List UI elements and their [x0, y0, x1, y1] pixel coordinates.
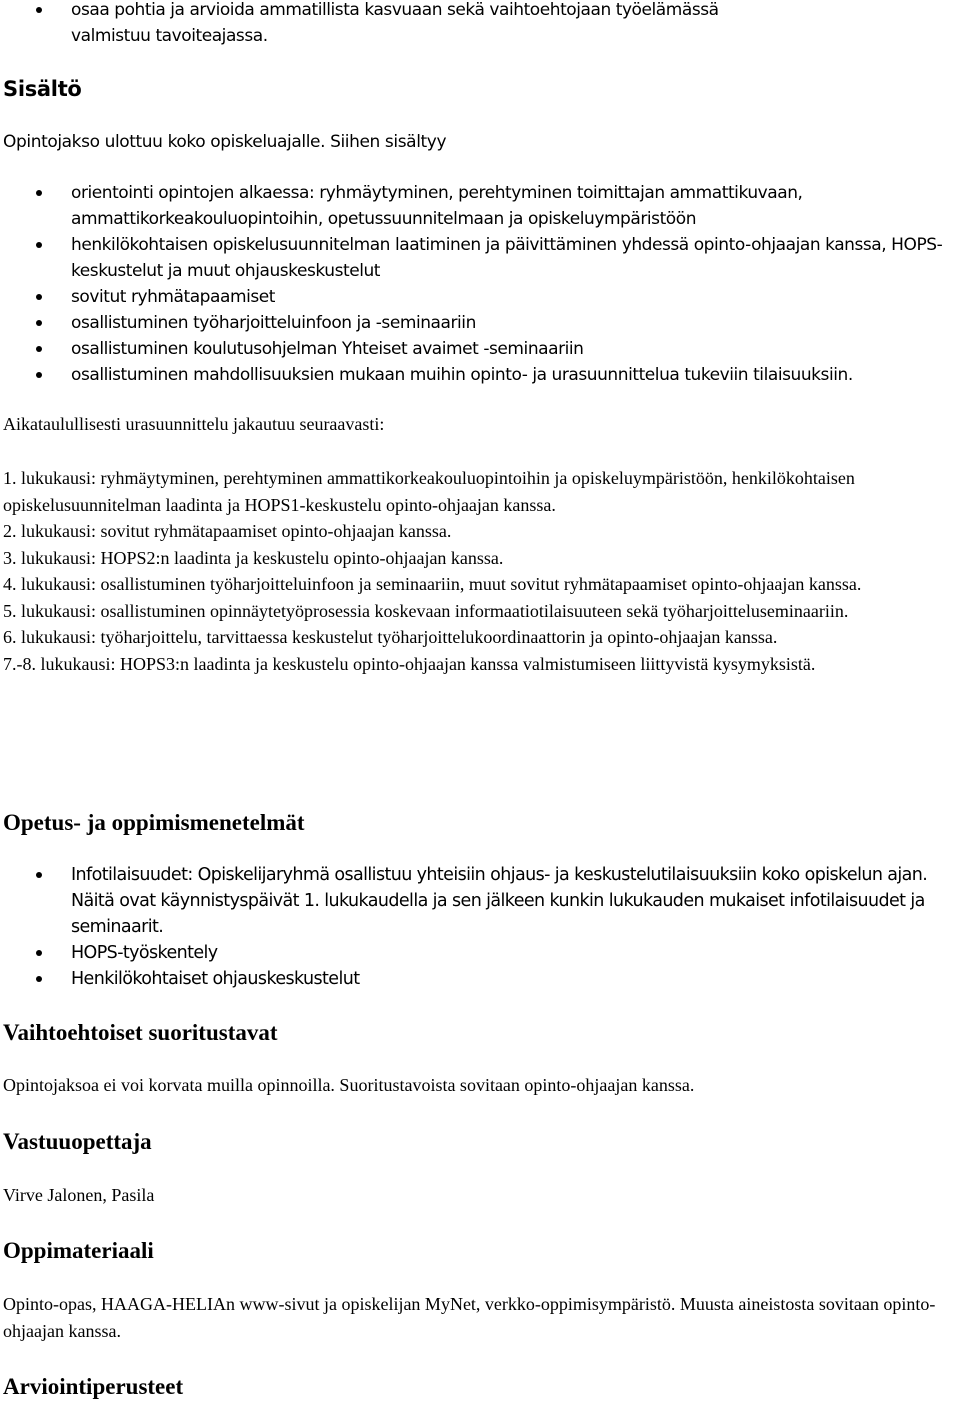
schedule-item: 6. lukukausi: työharjoittelu, tarvittaessa keskustelut työharjoittelukoordinaattorin ja opinto-ohjaajan kanssa. — [3, 627, 778, 647]
sisalto-intro: Opintojakso ulottuu koko opiskeluajalle. Siihen sisältyy — [3, 132, 447, 152]
section-heading-alternatives: Vaihtoehtoiset suoritustavat — [3, 1020, 278, 1045]
section-heading-methods: Opetus- ja oppimismenetelmät — [3, 810, 305, 835]
list-item: osallistuminen mahdollisuuksien mukaan muihin opinto- ja urasuunnittelua tukeviin tilaisuuksiin. — [0, 362, 955, 388]
schedule-item: 4. lukukausi: osallistuminen työharjoitteluinfoon ja seminaariin, muut sovitut ryhmätapaamiset opinto-ohjaajan kanssa. — [3, 574, 862, 594]
schedule-item: 2. lukukausi: sovitut ryhmätapaamiset opinto-ohjaajan kanssa. — [3, 521, 452, 541]
list-item-text: valmistuu tavoiteajassa. — [71, 26, 268, 46]
list-item: sovitut ryhmätapaamiset — [0, 284, 955, 310]
top-goal-list — [0, 0, 955, 49]
section-heading-sisalto: Sisältö — [3, 77, 82, 101]
list-item — [0, 0, 955, 49]
list-item: osallistuminen työharjoitteluinfoon ja -seminaariin — [0, 310, 955, 336]
list-item: henkilökohtaisen opiskelusuunnitelman laatiminen ja päivittäminen yhdessä opinto-ohjaajan kanssa, HOPS-keskustelut ja muut ohjauskeskustelut — [0, 232, 955, 284]
list-item: osallistuminen koulutusohjelman Yhteiset avaimet -seminaariin — [0, 336, 955, 362]
section-heading-criteria: Arviointiperusteet — [3, 1374, 184, 1399]
section-heading-teacher: Vastuuopettaja — [3, 1129, 152, 1154]
schedule-intro: Aikataulullisesti urasuunnittelu jakautuu seuraavasti: — [3, 414, 385, 434]
schedule-list — [3, 465, 953, 677]
materials-text: Opinto-opas, HAAGA-HELIAn www-sivut ja opiskelijan MyNet, verkko-oppimisympäristö. Muusta aineistosta sovitaan opinto-ohjaajan kanssa. — [3, 1294, 936, 1341]
schedule-item: 5. lukukausi: osallistuminen opinnäytetyöprosessia koskevaan informaatiotilaisuuteen sekä työharjoitteluseminaariin. — [3, 600, 849, 621]
list-item: Henkilökohtaiset ohjauskeskustelut — [0, 966, 955, 992]
section-heading-materials: Oppimateriaali — [3, 1238, 154, 1263]
sisalto-list — [0, 180, 955, 388]
schedule-item: 1. lukukausi: ryhmäytyminen, perehtyminen ammattikorkeakouluopintoihin ja opiskeluympäristöön, henkilökohtaisen opiskelusuunnitelman laadinta ja HOPS1-keskustelu opinto-ohjaajan kanssa. — [3, 468, 855, 515]
schedule-item: 3. lukukausi: HOPS2:n laadinta ja keskustelu opinto-ohjaajan kanssa. — [3, 547, 504, 568]
list-item: Infotilaisuudet: Opiskelijaryhmä osallistuu yhteisiin ohjaus- ja keskustelutilaisuuksiin koko opiskelun ajan. Näitä ovat käynnistyspäivät 1. lukukaudella ja sen jälkeen kunkin lukukauden mukaiset infotilaisuudet ja seminaarit. — [0, 862, 955, 940]
list-item-text: osaa pohtia ja arvioida ammatillista kasvuaan sekä vaihtoehtojaan työelämässä — [71, 0, 719, 20]
schedule-item: 7.-8. lukukausi: HOPS3:n laadinta ja keskustelu opinto-ohjaajan kanssa valmistumiseen liittyvistä kysymyksistä. — [3, 653, 816, 674]
alternatives-text: Opintojaksoa ei voi korvata muilla opinnoilla. Suoritustavoista sovitaan opinto-ohjaajan kanssa. — [3, 1075, 695, 1095]
list-item: orientointi opintojen alkaessa: ryhmäytyminen, perehtyminen toimittajan ammattikuvaan, ammattikorkeakouluopintoihin, opetussuunnitelmaan ja opiskeluympäristöön — [0, 180, 955, 232]
methods-list — [0, 862, 955, 992]
teacher-text: Virve Jalonen, Pasila — [3, 1185, 155, 1205]
list-item: HOPS-työskentely — [0, 940, 955, 966]
